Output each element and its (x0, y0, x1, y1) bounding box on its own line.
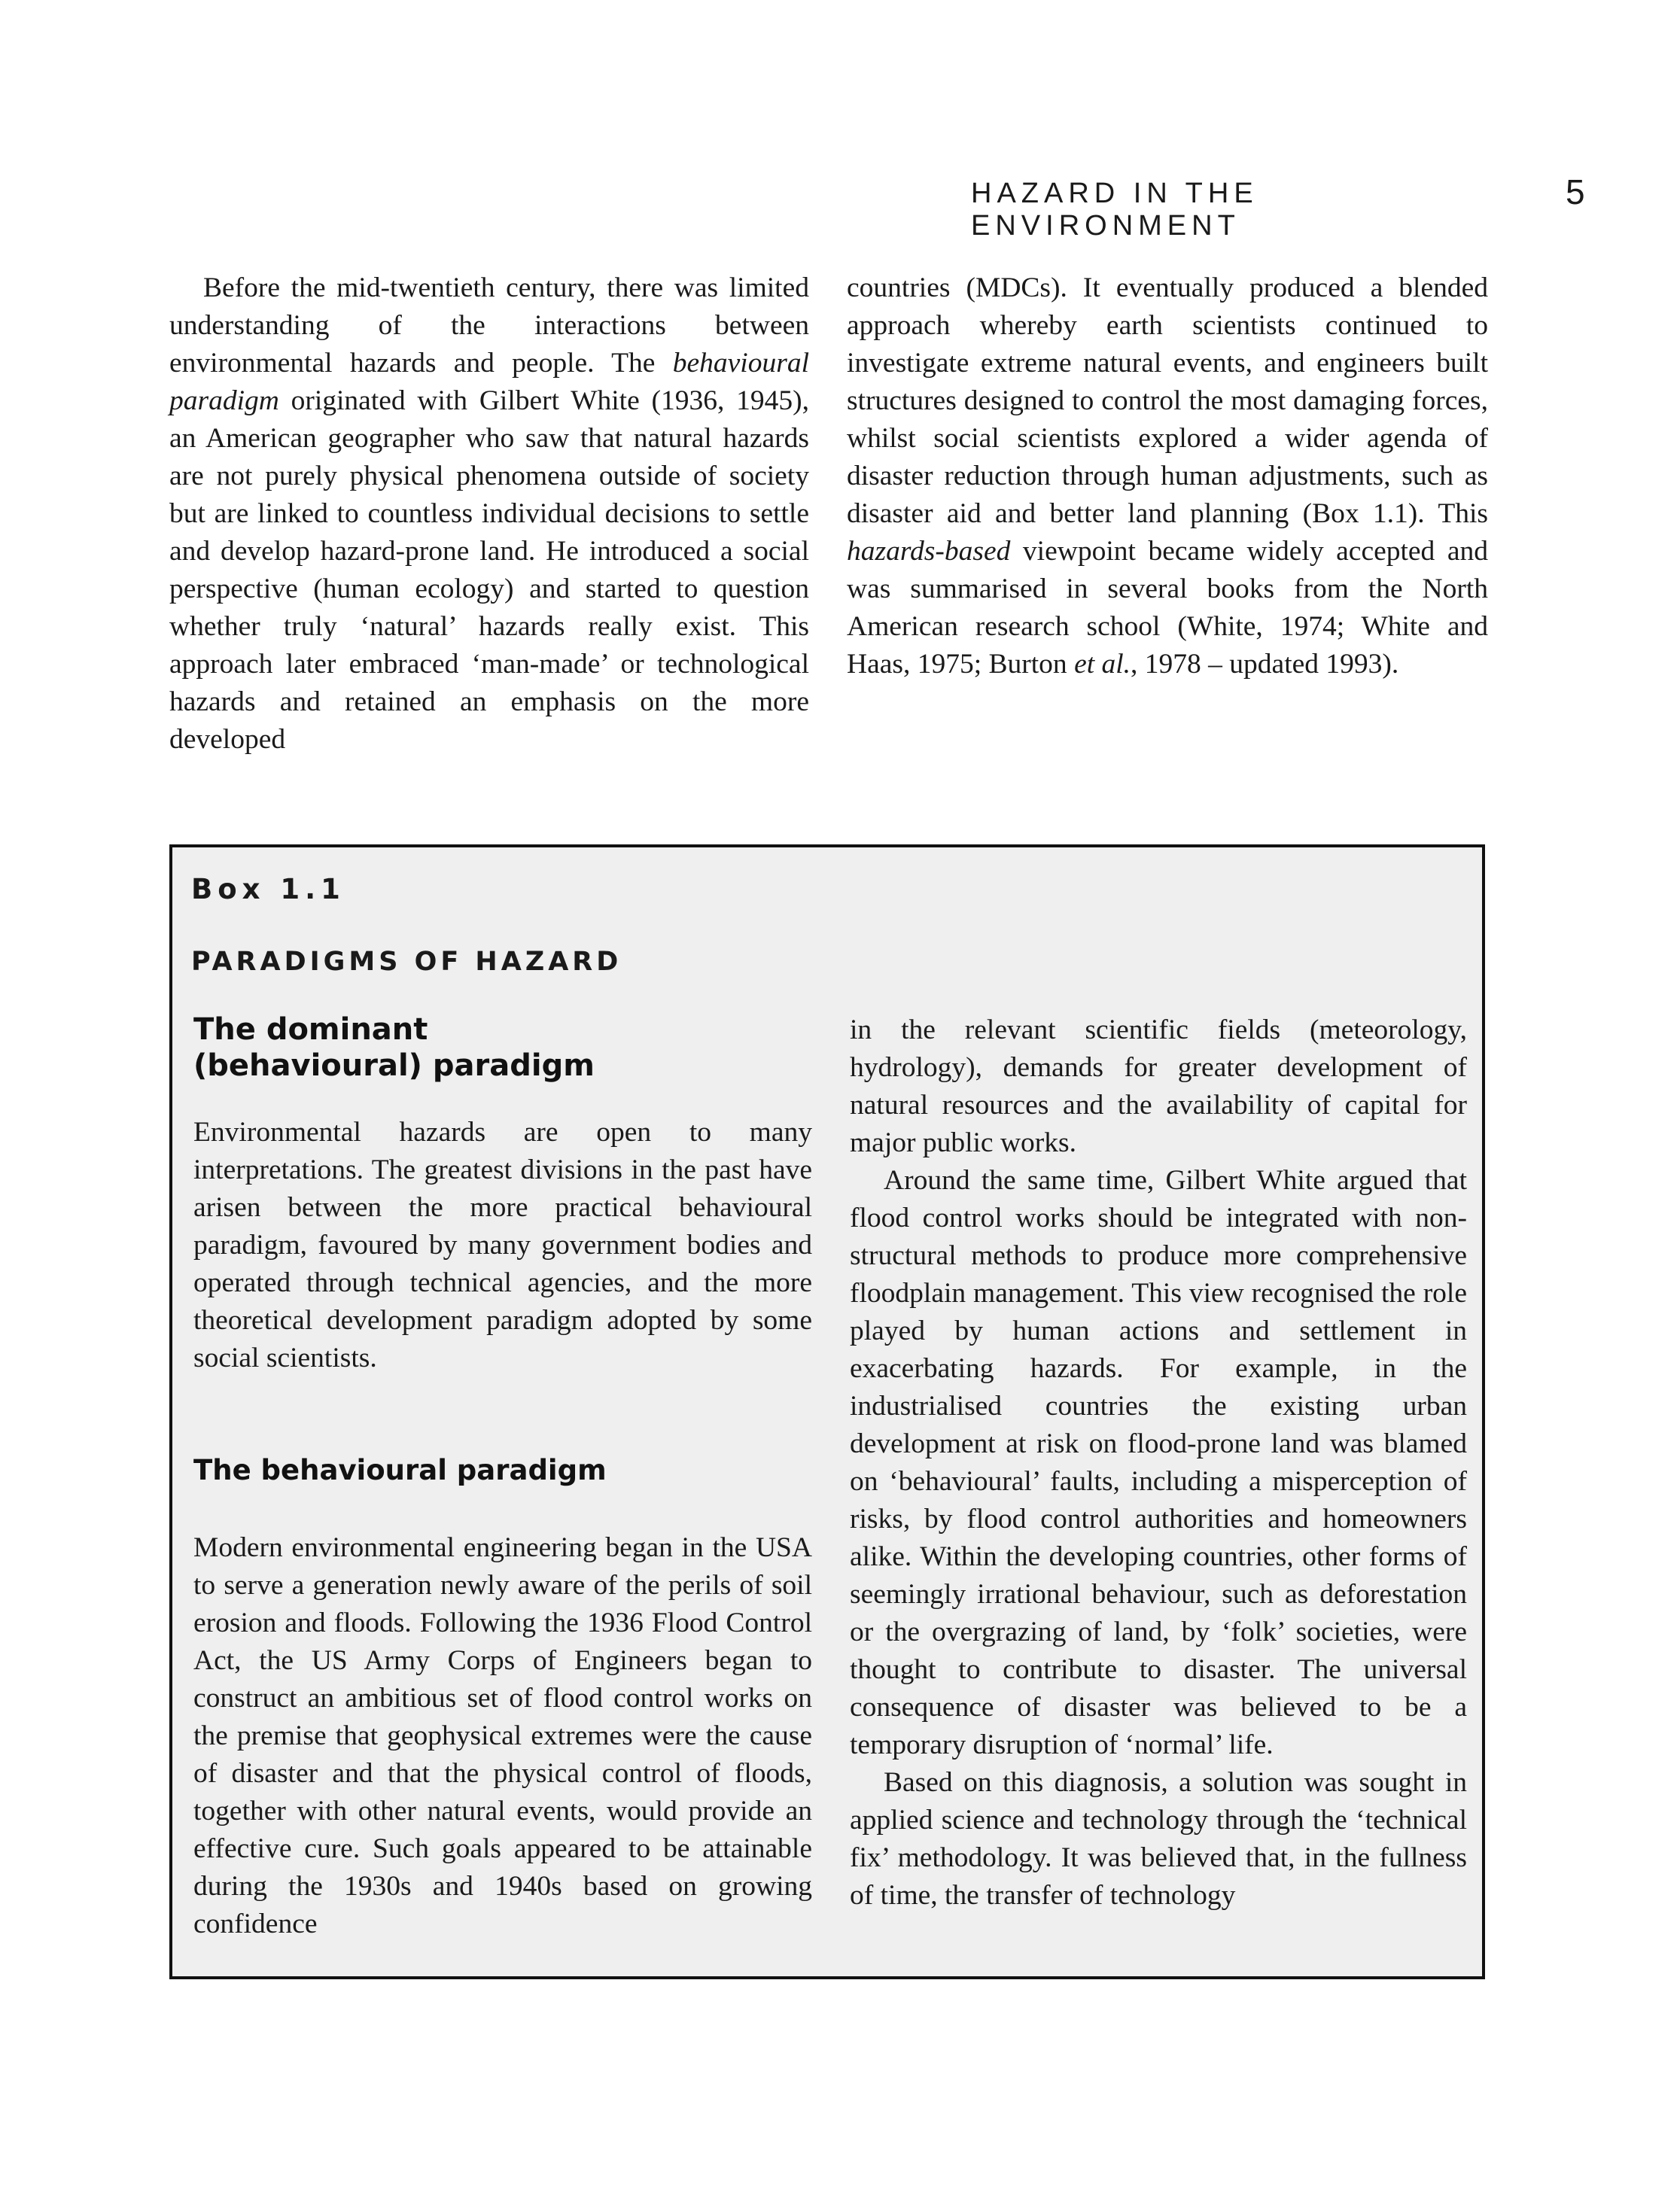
box-paragraph-engineering: Modern environmental engineering began in the USA to serve a generation newly aware of the perils of soil erosion and floods. Following the 1936 Flood Control Act, the US Army Corps of Engineers began to construct an ambitious set of flood control works on the premise that geophysical extremes were the cause of disaster and that the physical control of floods, together with other natural events, would provide an effective cure. Such goals appeared to be attainable during the 1930s and 1940s based on growing confidence (193, 1532, 812, 1939)
running-head: HAZARD IN THE ENVIRONMENT (971, 178, 1258, 242)
intro-right-column (847, 269, 1488, 683)
box-paragraph-interpretations: Environmental hazards are open to many interpretations. The greatest divisions in the past have arisen between the more practical behavioural paradigm, favoured by many government bodies and operated through technical agencies, and the more theoretical development paradigm adopted by some social scientists. (193, 1117, 812, 1373)
box-heading-dominant-paradigm: The dominant (behavioural) paradigm (193, 1012, 595, 1083)
box-paragraph-scientific-fields: in the relevant scientific fields (meteorology, hydrology), demands for greater development of natural resources and the availability of capital for major public works. (850, 1014, 1467, 1158)
intro-left-column (169, 269, 809, 759)
box-paragraph-technical-fix: Based on this diagnosis, a solution was sought in applied science and technology through the ‘technical fix’ methodology. It was believed that, in the fullness of time, the transfer of technology (850, 1767, 1467, 1911)
intro-left-paragraph: Before the mid-twentieth century, there was limited understanding of the interactions between environmental hazards and people. The behavioural paradigm originated with Gilbert White (1936, 1945), an American geographer who saw that natural hazards are not purely physical phenomena outside of society but are linked to countless individual decisions to settle and develop hazard-prone land. He introduced a social perspective (human ecology) and started to question whether truly ‘natural’ hazards really exist. This approach later embraced ‘man-made’ or technological hazards and retained an emphasis on the more developed (169, 272, 809, 755)
page-number: 5 (1566, 172, 1585, 211)
box-title: PARADIGMS OF HAZARD (191, 947, 622, 977)
box-1-1 (169, 844, 1485, 1979)
box-label: Box 1.1 (191, 873, 345, 905)
box-heading-behavioural-paradigm: The behavioural paradigm (193, 1454, 607, 1486)
intro-right-paragraph: countries (MDCs). It eventually produced a blended approach whereby earth scientists continued to investigate extreme natural events, and engineers built structures designed to control the most damaging forces, whilst social scientists explored a wider agenda of disaster reduction through human adjustments, such as disaster aid and better land planning (Box 1.1). This hazards-based viewpoint became widely accepted and was summarised in several books from the North American research school (White, 1974; White and Haas, 1975; Burton et al., 1978 – updated 1993). (847, 272, 1488, 680)
box-left-column (193, 1011, 812, 1943)
box-paragraph-gilbert-white: Around the same time, Gilbert White argued that flood control works should be integrated with non-structural methods to produce more comprehensive floodplain management. This view recognised the role played by human actions and settlement in exacerbating hazards. For example, in the industrialised countries the existing urban development at risk on flood-prone land was blamed on ‘behavioural’ faults, including a misperception of risks, by flood control authorities and homeowners alike. Within the developing countries, other forms of seemingly irrational behaviour, such as deforestation or the overgrazing of land, by ‘folk’ societies, were thought to contribute to disaster. The universal consequence of disaster was believed to be a temporary disruption of ‘normal’ life. (850, 1165, 1467, 1760)
box-right-column (850, 1011, 1467, 1915)
